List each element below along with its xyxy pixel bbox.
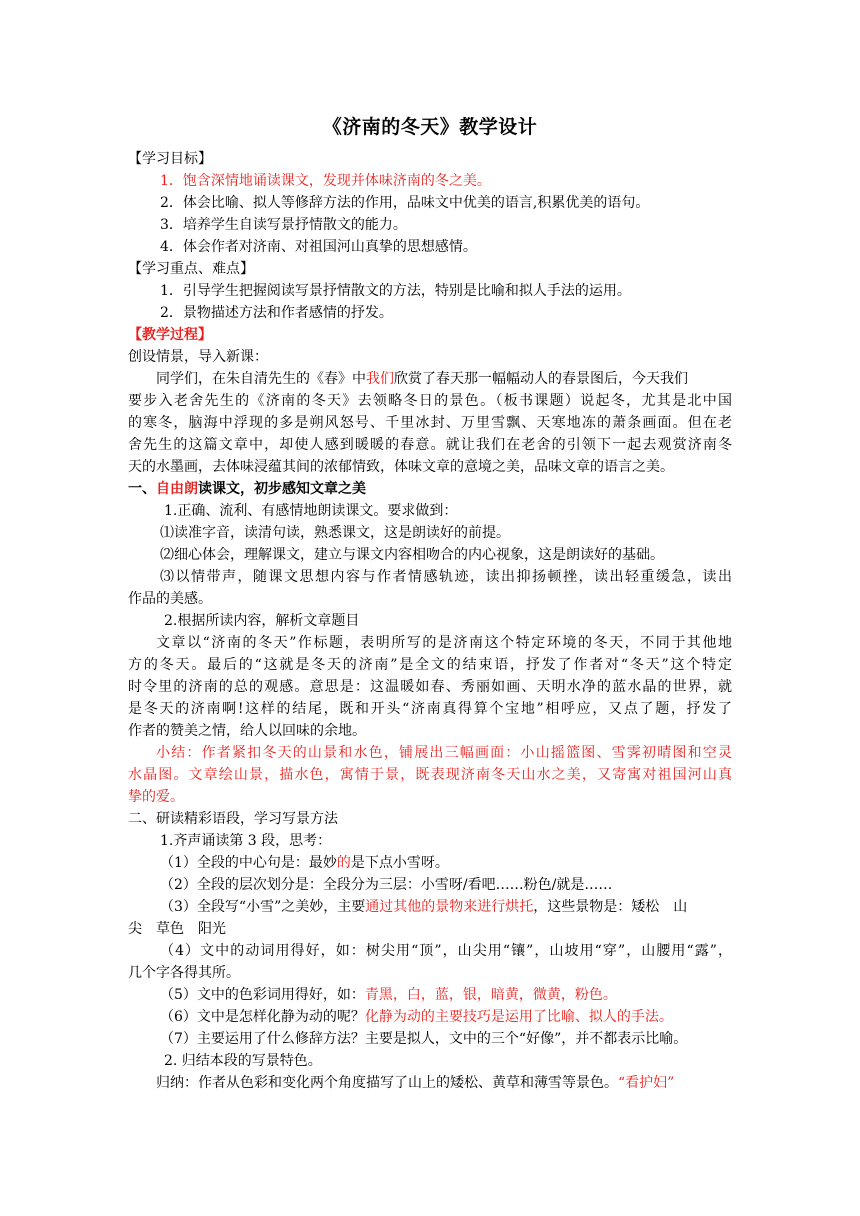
intro-text-b: 欣赏了春天那一幅幅动人的春景图后，今天我们 xyxy=(394,371,688,387)
analysis-line-5: 作者的赞美之情，给人以回味的余地。 xyxy=(128,723,366,739)
question-3 xyxy=(160,896,687,918)
question-6 xyxy=(160,1006,673,1028)
intro-text-a: 同学们，在朱自清先生的《春》中 xyxy=(156,371,366,387)
analysis-line-4: 是冬天的济南啊!这样的结尾，既和开头“济南真得算个宝地”相呼应，又点了题，抒发了 xyxy=(128,701,732,717)
summary-line-2: 水晶图。文章绘山景，描水色，寓情于景，既表现济南冬天山水之美，又寄寓对祖国河山真 xyxy=(128,767,732,783)
question-1-red: 的 xyxy=(336,855,351,871)
summary-line-3: 挚的爱。 xyxy=(128,789,184,805)
section1-point-2: ⑵细心体会，理解课文，建立与课文内容相吻合的内心视象，这是朗读好的基础。 xyxy=(160,547,664,563)
goal-item-2: 2．体会比喻、拟人等修辞方法的作用，品味文中优美的语言,积累优美的语句。 xyxy=(160,195,650,211)
question-1-a: （1）全段的中心句是：最妙 xyxy=(160,855,337,871)
section1-sub2: 2.根据所读内容，解析文章题目 xyxy=(164,613,360,629)
process-heading: 【教学过程】 xyxy=(128,327,212,343)
intro-paragraph-line-2: 要步入老舍先生的《济南的冬天》去领略冬日的景色。（板书课题）说起冬，尤其是北中国 xyxy=(128,393,732,409)
goal-item-1: 1．饱含深情地诵读课文，发现并体味济南的冬之美。 xyxy=(160,173,491,189)
section1-sub1: 1.正确、流利、有感情地朗读课文。要求做到： xyxy=(164,503,458,519)
section1-point-3-line-2: 作品的美感。 xyxy=(128,591,212,607)
question-1-b: 是下点小雪呀。 xyxy=(350,855,449,871)
question-3-b: ，这些景物是：矮松 山 xyxy=(533,899,688,915)
question-4-line-1: （4）文中的动词用得好，如：树尖用“顶”，山尖用“镶”，山坡用“穿”，山腰用“露”， xyxy=(160,943,732,959)
section1-heading xyxy=(128,478,366,500)
section2-sub1: 1.齐声诵读第 3 段，思考： xyxy=(160,833,332,849)
goal-item-4: 4．体会作者对济南、对祖国河山真挚的思想感情。 xyxy=(160,239,477,255)
analysis-line-1: 文章以“济南的冬天”作标题，表明所写的是济南这个特定环境的冬天，不同于其他地 xyxy=(156,635,732,651)
question-2: （2）全段的层次划分是：全段分为三层：小雪呀/看吧……粉色/就是…… xyxy=(160,877,613,893)
question-1 xyxy=(160,852,449,874)
conclusion-red: “看护妇” xyxy=(618,1075,675,1091)
analysis-line-3: 时令里的济南的总的观感。意思是：这温暖如春、秀丽如画、天明水净的蓝水晶的世界，就 xyxy=(128,679,732,695)
conclusion-a: 归纳：作者从色彩和变化两个角度描写了山上的矮松、黄草和薄雪等景色。 xyxy=(156,1075,618,1091)
section1-prefix: 一、 xyxy=(128,481,156,497)
question-3-red: 通过其他的景物来进行烘托 xyxy=(365,899,534,915)
section1-heading-rest: 读课文，初步感知文章之美 xyxy=(198,481,366,497)
key-point-1: 1．引导学生把握阅读写景抒情散文的方法，特别是比喻和拟人手法的运用。 xyxy=(160,283,631,299)
question-5-a: （5）文中的色彩词用得好，如： xyxy=(160,987,365,1003)
section1-heading-red: 自由朗 xyxy=(156,481,198,497)
goal-item-3: 3．培养学生自读写景抒情散文的能力。 xyxy=(160,217,407,233)
analysis-line-2: 方的冬天。最后的“这就是冬天的济南”是全文的结束语，抒发了作者对“冬天”这个特定 xyxy=(128,657,732,673)
intro-paragraph-line-4: 舍先生的这篇文章中，却使人感到暖暖的春意。就让我们在老舍的引领下一起去观赏济南冬 xyxy=(128,437,732,453)
document-title: 《济南的冬天》教学设计 xyxy=(322,116,538,138)
question-4-line-2: 几个字各得其所。 xyxy=(128,965,240,981)
key-point-2: 2．景物描述方法和作者感情的抒发。 xyxy=(160,305,393,321)
question-6-a: （6）文中是怎样化静为动的呢？ xyxy=(160,1009,365,1025)
section1-point-1: ⑴读准字音，读清句读，熟悉课文，这是朗读好的前提。 xyxy=(160,525,510,541)
question-3-a: （3）全段写“小雪”之美妙，主要 xyxy=(160,899,366,915)
key-points-heading: 【学习重点、难点】 xyxy=(128,261,254,277)
summary-line-1: 小结：作者紧扣冬天的山景和水色，铺展出三幅画面：小山摇篮图、雪霁初晴图和空灵 xyxy=(156,745,732,761)
intro-paragraph-line-3: 的寒冬，脑海中浮现的多是朔风怒号、千里冰封、万里雪飘、天寒地冻的萧条画面。但在老 xyxy=(128,415,732,431)
intro-text-red: 我们 xyxy=(366,371,394,387)
question-5 xyxy=(160,984,617,1006)
goals-heading: 【学习目标】 xyxy=(128,151,212,167)
section2-sub2: 2. 归结本段的写景特色。 xyxy=(164,1053,322,1069)
conclusion xyxy=(156,1072,674,1094)
question-6-red: 化静为动的主要技巧是运用了比喻、拟人的手法。 xyxy=(364,1009,673,1025)
intro-label: 创设情景，导入新课： xyxy=(128,349,268,365)
section1-point-3-line-1: ⑶以情带声，随课文思想内容与作者情感轨迹，读出抑扬顿挫，读出轻重缓急，读出 xyxy=(160,569,732,585)
section2-heading: 二、研读精彩语段，学习写景方法 xyxy=(128,811,338,827)
question-5-red: 青黑，白，蓝，银，暗黄，微黄，粉色。 xyxy=(364,987,617,1003)
intro-paragraph-line-1 xyxy=(156,368,688,390)
question-3-line-2: 尖 草色 阳光 xyxy=(128,921,226,937)
question-7: （7）主要运用了什么修辞方法？主要是拟人，文中的三个“好像”，并不都表示比喻。 xyxy=(160,1031,688,1047)
intro-paragraph-line-5: 天的水墨画，去体味浸蕴其间的浓郁情致，体味文章的意境之美，品味文章的语言之美。 xyxy=(128,459,674,475)
